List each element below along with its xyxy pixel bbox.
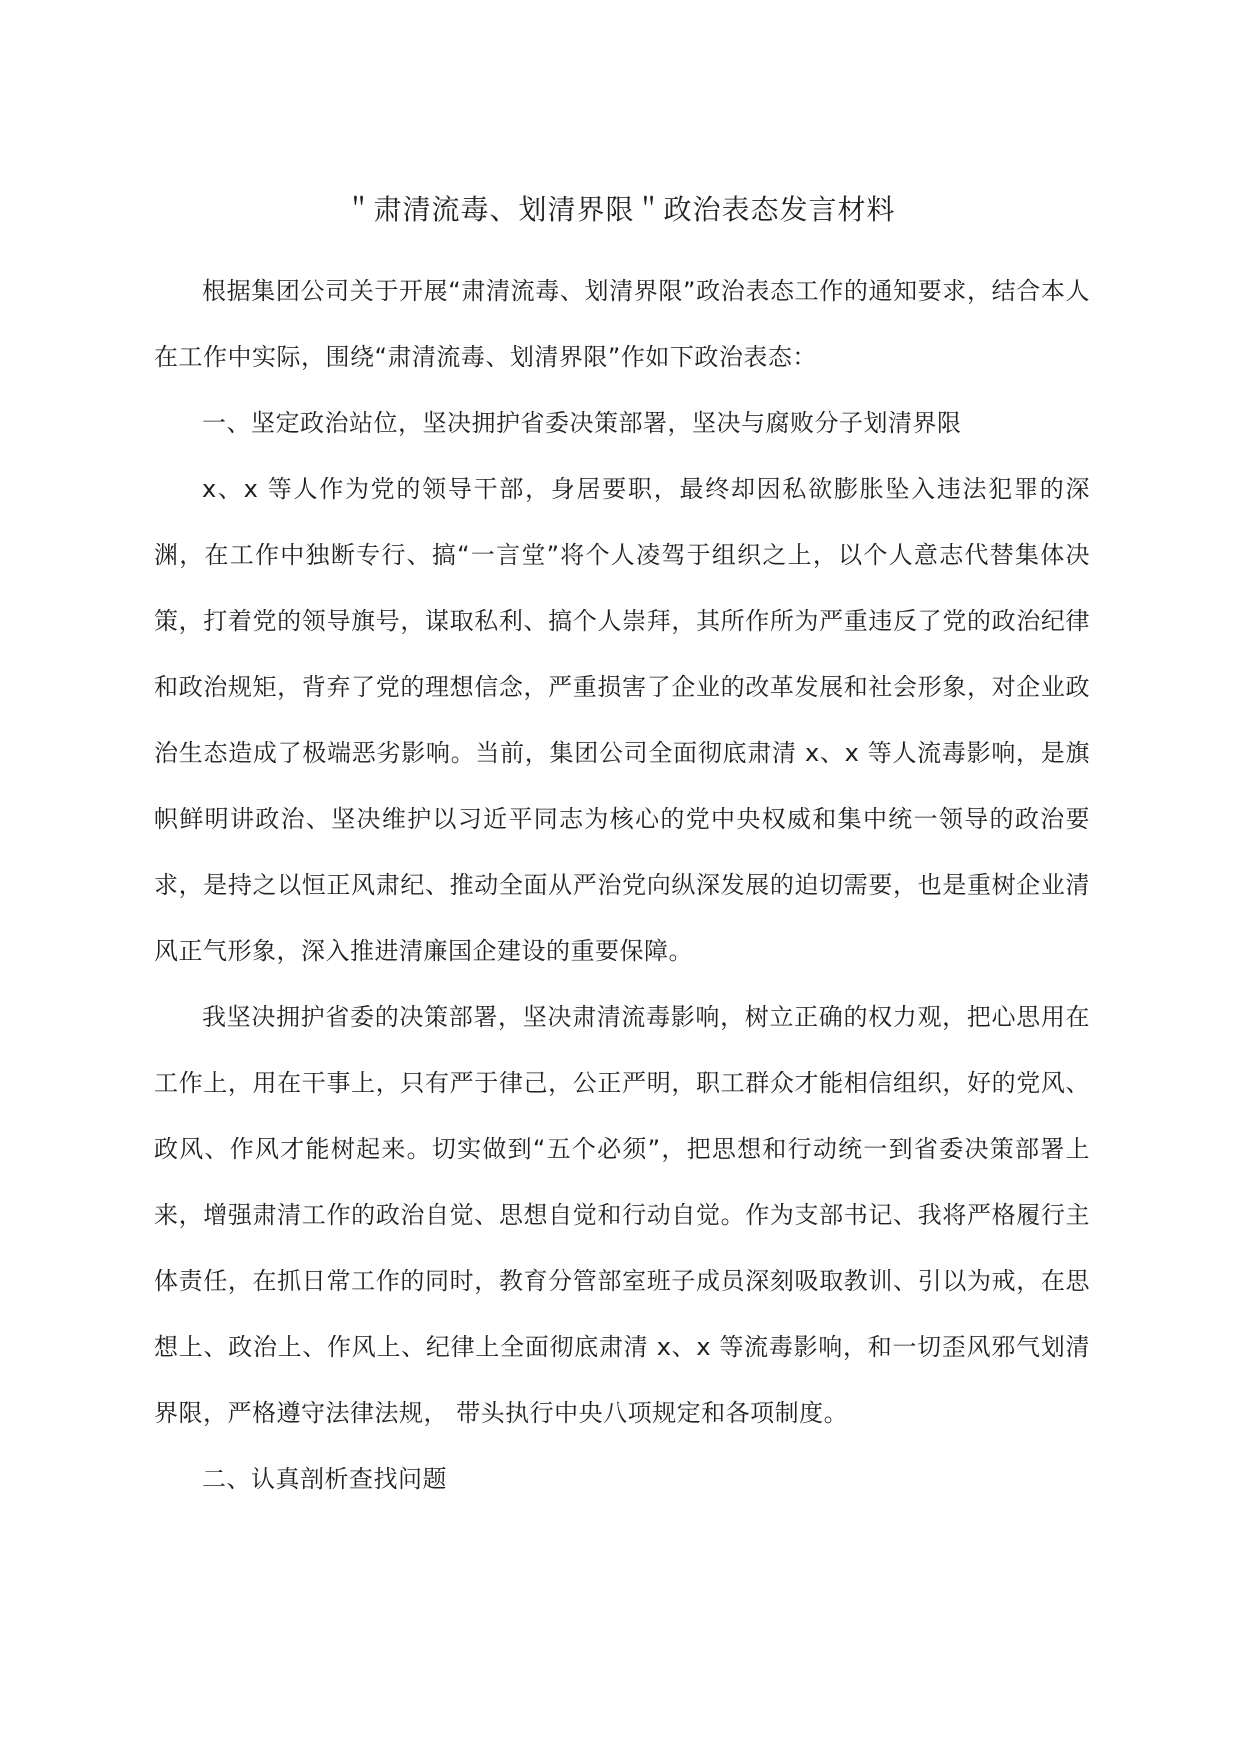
intro-paragraph: 根据集团公司关于开展“肃清流毒、划清界限”政治表态工作的通知要求，结合本人在工作中实际，围绕“肃清流毒、划清界限”作如下政治表态：: [154, 277, 1090, 371]
section-heading-1: 一、坚定政治站位，坚决拥护省委决策部署，坚决与腐败分子划清界限: [202, 409, 962, 437]
body-paragraph-1: x、x 等人作为党的领导干部，身居要职，最终却因私欲膨胀坠入违法犯罪的深渊，在工作中独断专行、搞“一言堂”将个人凌驾于组织之上，以个人意志代替集体决策，打着党的领导旗号，谋取私利、搞个人崇拜，其所作所为严重违反了党的政治纪律和政治规矩，背弃了党的理想信念，严重损害了企业的改革发展和社会形象，对企业政治生态造成了极端恶劣影响。当前，集团公司全面彻底肃清 x、x 等人流毒影响，是旗帜鲜明讲政治、坚决维护以习近平同志为核心的党中央权威和集中统一领导的政治要求，是持之以恒正风肃纪、推动全面从严治党向纵深发展的迫切需要，也是重树企业清风正气形象，深入推进清廉国企建设的重要保障。: [154, 475, 1090, 965]
document-title: ＂肃清流毒、划清界限＂政治表态发言材料: [344, 193, 896, 226]
document-body: [154, 258, 1090, 1512]
section-heading-2: 二、认真剖析查找问题: [202, 1465, 447, 1493]
body-paragraph-2: 我坚决拥护省委的决策部署，坚决肃清流毒影响，树立正确的权力观，把心思用在工作上，用在干事上，只有严于律己，公正严明，职工群众才能相信组织，好的党风、政风、作风才能树起来。切实做到“五个必须”，把思想和行动统一到省委决策部署上来，增强肃清工作的政治自觉、思想自觉和行动自觉。作为支部书记、我将严格履行主体责任，在抓日常工作的同时，教育分管部室班子成员深刻吸取教训、引以为戒，在思想上、政治上、作风上、纪律上全面彻底肃清 x、x 等流毒影响，和一切歪风邪气划清界限，严格遵守法律法规， 带头执行中央八项规定和各项制度。: [154, 1003, 1090, 1427]
